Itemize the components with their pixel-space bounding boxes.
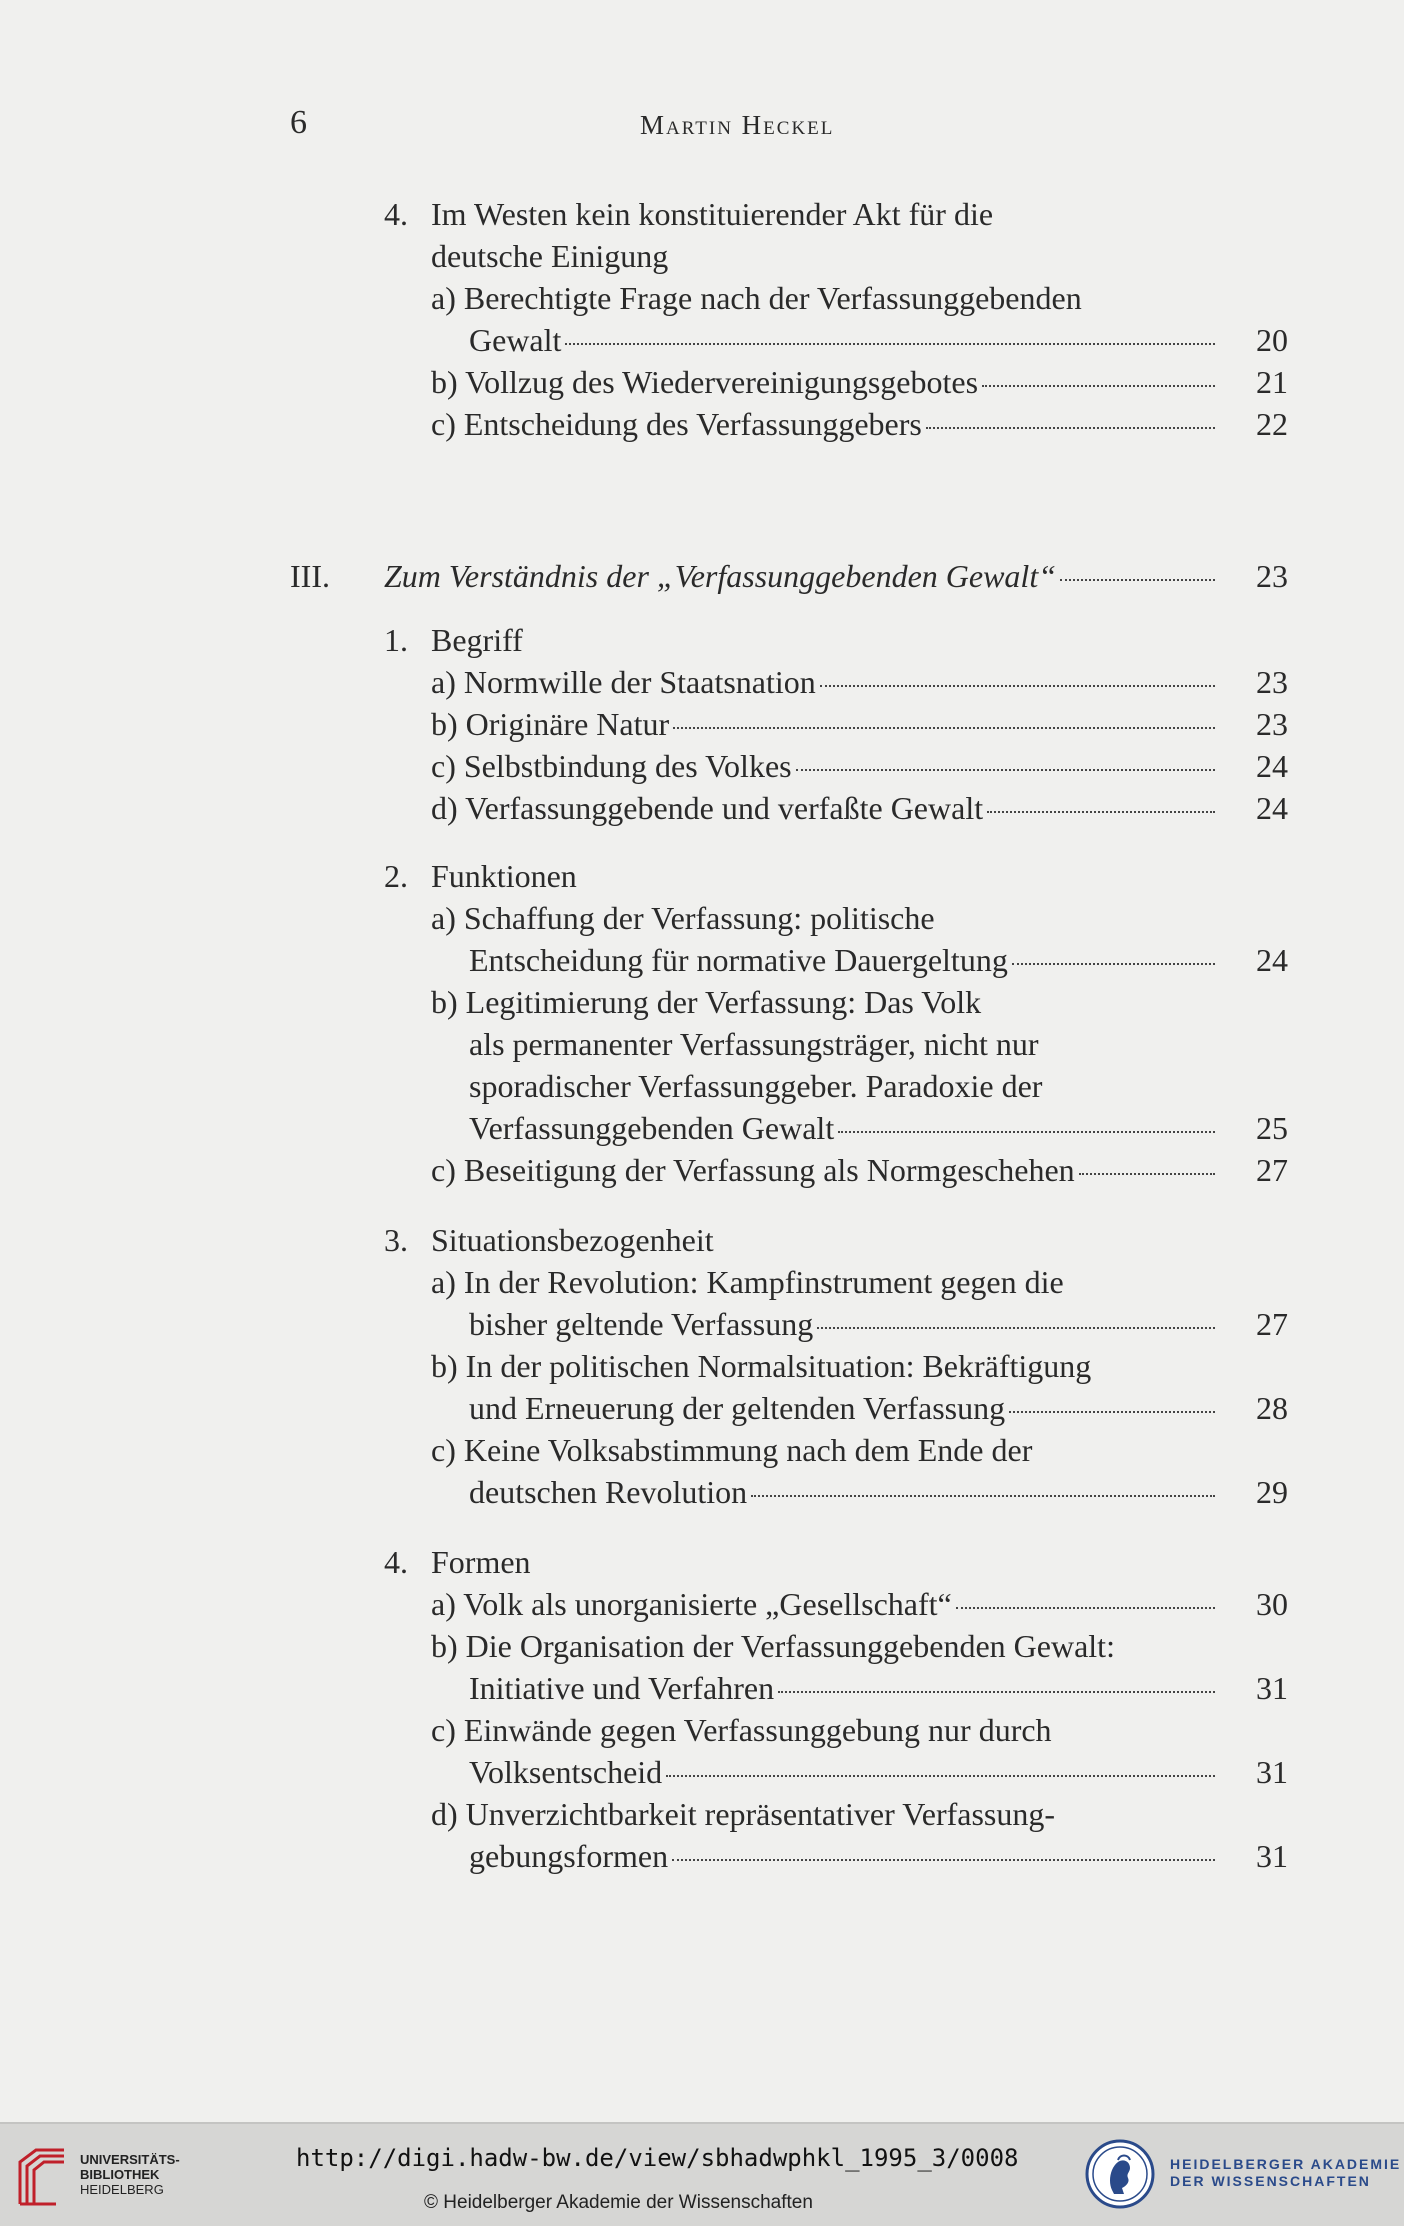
toc-entry: c) Einwände gegen Verfassunggebung nur durch: [431, 1712, 1052, 1748]
toc-page-number: 23: [1256, 664, 1288, 700]
running-head: Martin Heckel: [640, 110, 835, 140]
toc-page-number: 27: [1256, 1306, 1288, 1342]
toc-page-number: 31: [1256, 1754, 1288, 1790]
toc-page-number: 29: [1256, 1474, 1288, 1510]
toc-chapter-title: Zum Verständnis der „Verfassunggebenden Gewalt“: [384, 556, 1221, 596]
toc-entry: c) Keine Volksabstimmung nach dem Ende der: [431, 1432, 1033, 1468]
toc-page-number: 28: [1256, 1390, 1288, 1426]
toc-entry: d) Unverzichtbarkeit repräsentativer Verfassung-: [431, 1796, 1056, 1832]
toc-entry: und Erneuerung der geltenden Verfassung: [469, 1388, 1221, 1428]
toc-section-title: Begriff: [431, 622, 523, 658]
toc-page-number: 21: [1256, 364, 1288, 400]
toc-entry: Volksentscheid: [469, 1752, 1221, 1792]
toc-page-number: 25: [1256, 1110, 1288, 1146]
toc-entry: b) Originäre Natur: [431, 704, 1221, 744]
toc-page-number: 27: [1256, 1152, 1288, 1188]
toc-entry: gebungsformen: [469, 1836, 1221, 1876]
toc-entry: b) Die Organisation der Verfassunggebenden Gewalt:: [431, 1628, 1115, 1664]
toc-entry: Gewalt: [469, 320, 1221, 360]
toc-section-title: deutsche Einigung: [431, 238, 669, 274]
academy-name: HEIDELBERGER AKADEMIE DER WISSENSCHAFTEN: [1170, 2156, 1402, 2189]
toc-page-number: 24: [1256, 748, 1288, 784]
toc-section-number: 4.: [384, 1544, 408, 1580]
toc-entry: Verfassunggebenden Gewalt: [469, 1108, 1221, 1148]
toc-section-number: 4.: [384, 196, 408, 232]
toc-entry: d) Verfassunggebende und verfaßte Gewalt: [431, 788, 1221, 828]
toc-entry: b) In der politischen Normalsituation: Bekräftigung: [431, 1348, 1092, 1384]
toc-page-number: 30: [1256, 1586, 1288, 1622]
toc-section-title: Funktionen: [431, 858, 577, 894]
toc-chapter-number: III.: [290, 558, 330, 594]
toc-entry: c) Entscheidung des Verfassunggebers: [431, 404, 1221, 444]
toc-entry: c) Beseitigung der Verfassung als Normgeschehen: [431, 1150, 1221, 1190]
toc-section-title: Im Westen kein konstituierender Akt für die: [431, 196, 994, 232]
page-number: 6: [290, 104, 307, 141]
toc-entry: a) In der Revolution: Kampfinstrument gegen die: [431, 1264, 1064, 1300]
toc-entry: a) Volk als unorganisierte „Gesellschaft“: [431, 1584, 1221, 1624]
toc-page-number: 22: [1256, 406, 1288, 442]
toc-entry: b) Legitimierung der Verfassung: Das Volk: [431, 984, 982, 1020]
toc-section-title: Situationsbezogenheit: [431, 1222, 714, 1258]
toc-entry: a) Berechtigte Frage nach der Verfassunggebenden: [431, 280, 1082, 316]
toc-page-number: 31: [1256, 1670, 1288, 1706]
toc-entry: Initiative und Verfahren: [469, 1668, 1221, 1708]
toc-entry: deutschen Revolution: [469, 1472, 1221, 1512]
copyright-notice: © Heidelberger Akademie der Wissenschaften: [424, 2192, 813, 2213]
viewer-footer: [0, 2122, 1404, 2226]
toc-entry: a) Schaffung der Verfassung: politische: [431, 900, 935, 936]
toc-entry: sporadischer Verfassunggeber. Paradoxie der: [469, 1068, 1043, 1104]
toc-entry: a) Normwille der Staatsnation: [431, 662, 1221, 702]
toc-page-number: 23: [1256, 558, 1288, 594]
university-library-name: UNIVERSITÄTS- BIBLIOTHEK HEIDELBERG: [80, 2152, 180, 2197]
toc-page-number: 23: [1256, 706, 1288, 742]
toc-page-number: 24: [1256, 942, 1288, 978]
toc-section-number: 3.: [384, 1222, 408, 1258]
toc-section-title: Formen: [431, 1544, 531, 1580]
toc-section-number: 1.: [384, 622, 408, 658]
toc-entry: c) Selbstbindung des Volkes: [431, 746, 1221, 786]
toc-entry: Entscheidung für normative Dauergeltung: [469, 940, 1221, 980]
toc-section-number: 2.: [384, 858, 408, 894]
document-url-link[interactable]: http://digi.hadw-bw.de/view/sbhadwphkl_1995_3/0008: [296, 2144, 1019, 2172]
university-library-logo-icon: [16, 2146, 68, 2208]
toc-page-number: 24: [1256, 790, 1288, 826]
toc-entry: b) Vollzug des Wiedervereinigungsgebotes: [431, 362, 1221, 402]
toc-page-number: 31: [1256, 1838, 1288, 1874]
toc-entry: bisher geltende Verfassung: [469, 1304, 1221, 1344]
academy-seal-icon: [1084, 2138, 1156, 2210]
toc-page-number: 20: [1256, 322, 1288, 358]
toc-entry: als permanenter Verfassungsträger, nicht nur: [469, 1026, 1039, 1062]
